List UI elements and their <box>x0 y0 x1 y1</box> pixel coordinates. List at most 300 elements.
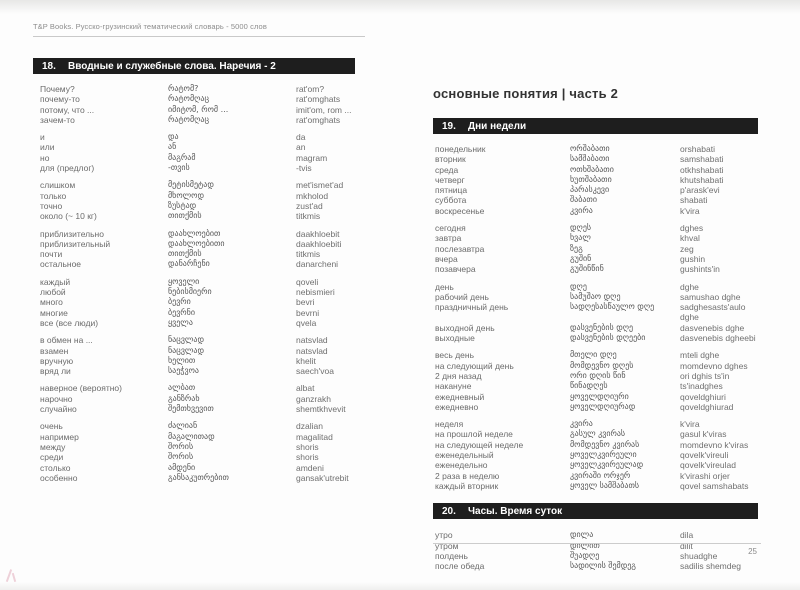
russian-term: точно <box>40 200 63 211</box>
vocab-row <box>433 402 758 412</box>
russian-term: но <box>40 152 50 163</box>
transliteration: daakhloebit <box>296 228 340 239</box>
vocab-row <box>433 185 758 195</box>
transliteration: saech'voa <box>296 366 335 377</box>
russian-term: особенно <box>40 472 78 483</box>
russian-term: позавчера <box>435 264 476 275</box>
vocab-row <box>433 254 758 264</box>
section-18-vocab-list <box>33 84 363 483</box>
georgian-term: სადღესასწაულო დღე <box>570 302 655 312</box>
vocab-row <box>433 165 758 175</box>
georgian-term: მხოლოდ <box>168 190 204 200</box>
vocab-row <box>433 323 758 333</box>
vocab-row <box>433 361 758 371</box>
vocab-row <box>433 195 758 205</box>
vocab-row <box>433 154 758 164</box>
georgian-term: ბევრნი <box>168 307 195 317</box>
vocab-row <box>433 440 758 450</box>
georgian-term: თითქმის <box>168 249 202 259</box>
vocab-row <box>33 249 363 259</box>
russian-term: ежедневно <box>435 401 479 412</box>
georgian-term: კვირაში ორჯერ <box>570 470 631 480</box>
georgian-term: შორის <box>168 452 194 462</box>
georgian-term: დილით <box>570 540 600 550</box>
georgian-term: მეტისმეტად <box>168 180 214 190</box>
vocab-group <box>433 144 758 216</box>
russian-term: после обеда <box>435 561 485 572</box>
left-page <box>33 22 363 490</box>
georgian-term: მაგრამ <box>168 152 196 162</box>
russian-term: между <box>40 441 66 452</box>
georgian-term: დაახლოებითი <box>168 238 225 248</box>
russian-term: выходные <box>435 333 475 344</box>
section-20-header <box>433 503 758 519</box>
vocab-row <box>33 452 363 462</box>
section-number: 19. <box>442 120 456 132</box>
transliteration: khelit <box>296 355 316 366</box>
transliteration: an <box>296 142 306 153</box>
transliteration: sadilis shemdeg <box>680 561 741 572</box>
georgian-term: ნებისმიერი <box>168 287 212 297</box>
russian-term: или <box>40 142 55 153</box>
transliteration: qoveldghiurad <box>680 401 734 412</box>
russian-term: многие <box>40 307 68 318</box>
vocab-row <box>433 292 758 302</box>
transliteration: k'vira <box>680 205 700 216</box>
vocab-row <box>433 371 758 381</box>
running-head: T&P Books. Русско-грузинский тематический словарь - 5000 слов <box>33 22 365 37</box>
russian-term: еженедельно <box>435 460 488 471</box>
georgian-term: შემთხვევით <box>168 404 214 414</box>
transliteration: da <box>296 132 306 143</box>
vocab-group <box>433 350 758 412</box>
transliteration: khutshabati <box>680 174 724 185</box>
georgian-term: რატომ? <box>168 84 199 93</box>
georgian-term: ან <box>168 142 177 152</box>
section-18-header <box>33 58 355 74</box>
vocab-row <box>33 84 363 94</box>
right-page <box>433 86 758 578</box>
russian-term: случайно <box>40 404 77 415</box>
georgian-term: შუადღე <box>570 550 600 560</box>
section-19-vocab-list <box>433 144 758 491</box>
georgian-term: ხუთშაბათი <box>570 174 612 184</box>
transliteration: -tvis <box>296 163 312 174</box>
transliteration: rat'omghats <box>296 94 341 105</box>
georgian-term: -თვის <box>168 163 190 173</box>
vocab-group <box>33 180 363 221</box>
russian-term: сегодня <box>435 223 466 234</box>
vocab-row <box>433 244 758 254</box>
vocab-row <box>33 404 363 414</box>
transliteration: ori dghis ts'in <box>680 370 730 381</box>
russian-term: вручную <box>40 355 74 366</box>
transliteration: rat'omghats <box>296 114 341 125</box>
russian-term: слишком <box>40 180 76 191</box>
transliteration: qoveldghiuri <box>680 391 726 402</box>
section-number: 18. <box>42 60 56 72</box>
transliteration: nebismieri <box>296 287 335 298</box>
vocab-row <box>33 366 363 376</box>
russian-term: каждый <box>40 276 71 287</box>
russian-term: среда <box>435 164 459 175</box>
georgian-term: გუშინწინ <box>570 264 604 274</box>
russian-term: утро <box>435 530 453 541</box>
georgian-term: ნაცვლად <box>168 345 205 355</box>
right-page-footer <box>433 540 761 556</box>
russian-term: Почему? <box>40 84 75 94</box>
georgian-term: მომდევნო კვირას <box>570 439 640 449</box>
georgian-term: ორშაბათი <box>570 144 610 153</box>
georgian-term: დღე <box>570 281 587 291</box>
transliteration: natsvlad <box>296 345 328 356</box>
vocab-row <box>33 105 363 115</box>
vocab-row <box>33 432 363 442</box>
georgian-term: განსაკუთრებით <box>168 472 229 482</box>
vocab-row <box>433 561 758 571</box>
transliteration: amdeni <box>296 462 324 473</box>
russian-term: потому, что ... <box>40 104 95 115</box>
vocab-row <box>433 264 758 274</box>
transliteration: met'ismet'ad <box>296 180 344 191</box>
russian-term: полдень <box>435 550 468 561</box>
section-title: Часы. Время суток <box>468 505 563 517</box>
transliteration: khval <box>680 233 700 244</box>
vocab-row <box>33 287 363 297</box>
russian-term: почему-то <box>40 94 80 105</box>
russian-term: среди <box>40 452 64 463</box>
transliteration: qvela <box>296 317 317 328</box>
russian-term: праздничный день <box>435 302 509 313</box>
vocab-row <box>33 335 363 345</box>
transliteration: qovel samshabats <box>680 480 749 491</box>
vocab-row <box>433 233 758 243</box>
transliteration: dasvenebis dgheebi <box>680 333 756 344</box>
russian-term: каждый вторник <box>435 480 499 491</box>
vocab-row <box>33 239 363 249</box>
vocab-row <box>33 318 363 328</box>
georgian-term: ნაცვლად <box>168 335 205 345</box>
russian-term: в обмен на ... <box>40 335 93 346</box>
georgian-term: დღეს <box>570 223 592 233</box>
transliteration: ganzrakh <box>296 393 331 404</box>
vocab-row <box>433 282 758 292</box>
russian-term: нарочно <box>40 393 73 404</box>
transliteration: magalitad <box>296 431 333 442</box>
russian-term: и <box>40 132 45 143</box>
georgian-term: იმიტომ, რომ ... <box>168 104 229 114</box>
vocab-group <box>33 421 363 483</box>
georgian-term: ყველა <box>168 317 193 327</box>
georgian-term: ოთხშაბათი <box>570 164 614 174</box>
russian-term: много <box>40 297 63 308</box>
vocab-row <box>433 333 758 343</box>
vocab-row <box>33 163 363 173</box>
transliteration: gansak'utrebit <box>296 472 349 483</box>
transliteration: ts'inadghes <box>680 381 723 392</box>
vocab-row <box>33 201 363 211</box>
transliteration: otkhshabati <box>680 164 724 175</box>
vocab-group <box>433 223 758 274</box>
transliteration: dila <box>680 530 694 541</box>
section-title: Дни недели <box>468 120 527 132</box>
georgian-term: ზუსტად <box>168 200 197 210</box>
russian-term: четверг <box>435 174 465 185</box>
transliteration: zeg <box>680 243 694 254</box>
georgian-term: დანარჩენი <box>168 259 210 269</box>
georgian-term: მთელი დღე <box>570 350 617 360</box>
page-number: 25 <box>748 547 757 556</box>
vocab-row <box>33 421 363 431</box>
russian-term: суббота <box>435 195 467 206</box>
georgian-term: მომდევნო დღეს <box>570 360 634 370</box>
vocab-row <box>433 302 758 323</box>
transliteration: daakhloebiti <box>296 238 342 249</box>
transliteration: qoveli <box>296 276 319 287</box>
vocab-group <box>33 277 363 328</box>
transliteration: bevrni <box>296 307 320 318</box>
vocab-row <box>433 175 758 185</box>
vocab-row <box>33 132 363 142</box>
transliteration: danarcheni <box>296 259 339 270</box>
transliteration: titkmis <box>296 249 321 260</box>
russian-term: накануне <box>435 381 472 392</box>
transliteration: rat'om? <box>296 84 325 94</box>
russian-term: почти <box>40 249 63 260</box>
georgian-term: პარასკევი <box>570 185 610 195</box>
russian-term: день <box>435 281 454 292</box>
georgian-term: ორი დღის წინ <box>570 370 626 380</box>
transliteration: p'arask'evi <box>680 185 720 196</box>
georgian-term: რატომღაც <box>168 94 210 104</box>
russian-term: весь день <box>435 350 474 361</box>
transliteration: samshabati <box>680 154 724 165</box>
vocab-group <box>33 383 363 414</box>
georgian-term: ხვალ <box>570 233 591 243</box>
russian-term: вторник <box>435 154 466 165</box>
transliteration: albat <box>296 383 315 394</box>
vocab-group <box>433 419 758 491</box>
transliteration: qovelk'vireulad <box>680 460 736 471</box>
transliteration: mkholod <box>296 190 329 201</box>
russian-term: все (все люди) <box>40 317 99 328</box>
georgian-term: დასვენების დღეები <box>570 333 646 343</box>
russian-term: 2 раза в неделю <box>435 470 500 481</box>
transliteration: natsvlad <box>296 335 328 346</box>
scan-top-edge <box>0 0 800 14</box>
transliteration: titkmis <box>296 211 321 222</box>
transliteration: shoris <box>296 441 319 452</box>
russian-term: например <box>40 431 79 442</box>
scan-bottom-edge <box>0 582 800 590</box>
transliteration: shemtkhvevit <box>296 404 346 415</box>
vocab-row <box>33 211 363 221</box>
russian-term: около (~ 10 кг) <box>40 211 97 222</box>
transliteration: dghe <box>680 281 699 292</box>
russian-term: на прошлой неделе <box>435 429 513 440</box>
vocab-row <box>433 530 758 540</box>
transliteration: dghes <box>680 223 704 234</box>
transliteration: orshabati <box>680 144 715 154</box>
georgian-term: სადილის შემდეგ <box>570 561 636 571</box>
vocab-row <box>433 429 758 439</box>
russian-term: понедельник <box>435 144 486 154</box>
georgian-term: მაგალითად <box>168 431 215 441</box>
transliteration: samushao dghe <box>680 291 741 302</box>
transliteration: mteli dghe <box>680 350 720 361</box>
vocab-row <box>433 350 758 360</box>
georgian-term: შორის <box>168 441 194 451</box>
vocab-row <box>33 442 363 452</box>
transliteration: gushin <box>680 253 706 264</box>
georgian-term: დასვენების დღე <box>570 322 634 332</box>
vocab-row <box>33 277 363 287</box>
vocab-row <box>33 153 363 163</box>
vocab-row <box>433 223 758 233</box>
vocab-group <box>33 84 363 125</box>
transliteration: dzalian <box>296 421 323 432</box>
section-title: Вводные и служебные слова. Наречия - 2 <box>68 60 276 72</box>
part-header: основные понятия | часть 2 <box>433 86 619 101</box>
russian-term: выходной день <box>435 322 495 333</box>
russian-term: зачем-то <box>40 114 75 125</box>
vocab-row <box>33 463 363 473</box>
georgian-term: ყოველი <box>168 276 200 286</box>
vocab-row <box>433 381 758 391</box>
transliteration: magram <box>296 152 328 163</box>
transliteration: zust'ad <box>296 200 323 211</box>
georgian-term: შაბათი <box>570 195 597 205</box>
georgian-term: სამუშაო დღე <box>570 291 621 301</box>
vocab-row <box>33 191 363 201</box>
russian-term: послезавтра <box>435 243 485 254</box>
vocab-row <box>433 206 758 216</box>
vocab-row <box>433 450 758 460</box>
russian-term: очень <box>40 421 63 432</box>
russian-term: вряд ли <box>40 366 71 377</box>
transliteration: sadghesasts'aulo dghe <box>680 302 746 323</box>
georgian-term: ყოველკვირეულად <box>570 460 644 470</box>
russian-term: только <box>40 190 67 201</box>
georgian-term: რატომღაც <box>168 114 210 124</box>
transliteration: qovelk'vireuli <box>680 450 729 461</box>
russian-term: столько <box>40 462 71 473</box>
vocab-row <box>433 419 758 429</box>
georgian-term: დაახლოებით <box>168 228 221 238</box>
russian-term: остальное <box>40 259 82 270</box>
russian-term: для (предлог) <box>40 163 95 174</box>
georgian-term: კვირა <box>570 205 593 215</box>
section-number: 20. <box>442 505 456 517</box>
vocab-row <box>33 308 363 318</box>
georgian-term: გუშინ <box>570 253 592 263</box>
russian-term: пятница <box>435 185 468 196</box>
georgian-term: ამდენი <box>168 462 196 472</box>
georgian-term: ძალიან <box>168 421 198 431</box>
georgian-term: დილა <box>570 530 594 540</box>
vocab-group <box>433 282 758 344</box>
russian-term: взамен <box>40 345 69 356</box>
transliteration: imit'om, rom ... <box>296 104 352 115</box>
russian-term: наверное (вероятно) <box>40 383 122 394</box>
corner-mark <box>5 569 18 582</box>
russian-term: приблизительный <box>40 238 111 249</box>
vocab-row <box>433 471 758 481</box>
vocab-row <box>433 144 758 154</box>
georgian-term: სამშაბათი <box>570 154 610 164</box>
transliteration: k'vira <box>680 419 700 430</box>
georgian-term: ხელით <box>168 355 196 365</box>
russian-term: неделя <box>435 419 464 430</box>
georgian-term: ყოველ სამშაბათს <box>570 480 640 490</box>
russian-term: завтра <box>435 233 462 244</box>
russian-term: воскресенье <box>435 205 485 216</box>
georgian-term: ალბათ <box>168 383 196 393</box>
vocab-row <box>33 346 363 356</box>
section-19-header <box>433 118 758 134</box>
georgian-term: საეჭვოა <box>168 366 199 376</box>
vocab-row <box>33 115 363 125</box>
georgian-term: გასულ კვირას <box>570 429 626 439</box>
georgian-term: ზეგ <box>570 243 583 253</box>
vocab-row <box>433 481 758 491</box>
georgian-term: და <box>168 132 179 142</box>
vocab-row <box>33 229 363 239</box>
georgian-term: ბევრი <box>168 297 191 307</box>
vocab-row <box>33 394 363 404</box>
vocab-group <box>33 229 363 270</box>
transliteration: shabati <box>680 195 708 206</box>
transliteration: shoris <box>296 452 319 463</box>
georgian-term: ყოველკვირეული <box>570 450 637 460</box>
transliteration: gushints'in <box>680 264 720 275</box>
transliteration: dilit <box>680 540 693 551</box>
georgian-term: წინადღეს <box>570 381 608 391</box>
vocab-row <box>33 180 363 190</box>
transliteration: bevri <box>296 297 315 308</box>
russian-term: вчера <box>435 253 458 264</box>
transliteration: momdevno k'viras <box>680 439 749 450</box>
transliteration: momdevno dghes <box>680 360 748 371</box>
russian-term: приблизительно <box>40 228 104 239</box>
georgian-term: განზრახ <box>168 393 200 403</box>
vocab-row <box>33 259 363 269</box>
vocab-row <box>433 460 758 470</box>
transliteration: shuadghe <box>680 550 718 561</box>
vocab-row <box>33 142 363 152</box>
georgian-term: თითქმის <box>168 211 202 221</box>
russian-term: утром <box>435 540 459 551</box>
georgian-term: კვირა <box>570 419 593 429</box>
transliteration: dasvenebis dghe <box>680 322 745 333</box>
vocab-row <box>33 383 363 393</box>
vocab-row <box>33 356 363 366</box>
vocab-row <box>33 94 363 104</box>
transliteration: gasul k'viras <box>680 429 727 440</box>
georgian-term: ყოველდღიური <box>570 391 629 401</box>
russian-term: на следующий день <box>435 360 514 371</box>
russian-term: любой <box>40 287 66 298</box>
russian-term: рабочий день <box>435 291 489 302</box>
georgian-term: ყოველდღიურად <box>570 401 636 411</box>
russian-term: еженедельный <box>435 450 494 461</box>
vocab-group <box>33 335 363 376</box>
russian-term: на следующей неделе <box>435 439 524 450</box>
vocab-row <box>33 297 363 307</box>
transliteration: k'virashi orjer <box>680 470 730 481</box>
russian-term: ежедневный <box>435 391 485 402</box>
russian-term: 2 дня назад <box>435 370 482 381</box>
